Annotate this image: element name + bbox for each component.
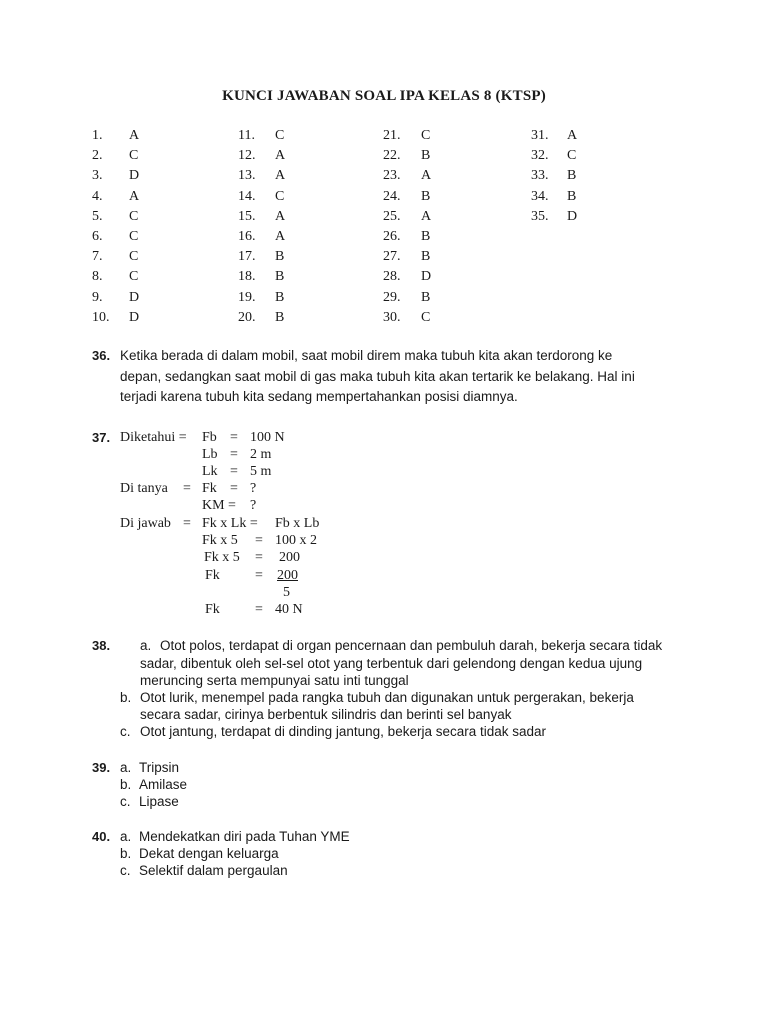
answer-key-letter: C [567,148,577,163]
answer-key-letter: B [421,229,431,244]
answer-key-number: 28. [383,269,401,284]
item-label: c. [120,794,131,809]
answer-key-letter: C [129,249,139,264]
step-4-left: Fk [205,568,220,583]
answer-key-letter: A [421,209,432,224]
answer-key-number: 11. [238,128,255,143]
answer-line: sadar, dibentuk oleh sel-sel otot yang terbentuk dari gelendong dengan kedua ujung [140,656,643,671]
answer-key-number: 19. [238,290,256,305]
item-label: b. [120,690,132,705]
var-km: KM = [202,498,236,513]
answer-key-number: 34. [531,189,549,204]
equals: = [255,602,263,617]
answer-key-number: 14. [238,189,256,204]
answer-key-number: 2. [92,148,103,163]
answer-key-number: 22. [383,148,401,163]
answer-key-number: 35. [531,209,549,224]
answer-key-letter: C [275,189,285,204]
answer-key-letter: A [275,209,286,224]
equals: = [255,550,263,565]
question-number: 36. [92,348,111,363]
equals: = [230,447,238,462]
answer-line: Ketika berada di dalam mobil, saat mobil direm maka tubuh kita akan terdorong ke [120,348,613,363]
answer-key-letter: C [421,310,431,325]
answer-key-letter: B [567,189,577,204]
answer-item: Dekat dengan keluarga [139,846,279,861]
answer-key-number: 1. [92,128,103,143]
answer-key-number: 10. [92,310,110,325]
equals: = [230,481,238,496]
answer-key-letter: D [129,310,140,325]
answer-key-letter: B [421,148,431,163]
answer-key-letter: C [129,209,139,224]
step-5-left: Fk [205,602,220,617]
answer-key-letter: B [421,249,431,264]
fraction-numerator: 200 [277,568,298,583]
var-fb: Fb [202,430,217,445]
equals: = [255,568,263,583]
answer-key-number: 17. [238,249,256,264]
fraction-denominator: 5 [283,585,290,600]
answer-key-number: 20. [238,310,256,325]
value-fb: 100 N [250,430,285,445]
answer-key-letter: A [275,168,286,183]
answer-key-number: 6. [92,229,103,244]
answer-key-letter: B [421,290,431,305]
answer-key-letter: C [129,229,139,244]
answer-key-letter: B [275,249,285,264]
page-title: KUNCI JAWABAN SOAL IPA KELAS 8 (KTSP) [222,88,546,104]
question-number: 39. [92,760,111,775]
answer-key-letter: B [275,269,285,284]
answer-line: secara sadar, cirinya berbentuk silindris dan berinti sel banyak [140,707,512,722]
item-label: b. [120,846,132,861]
answer-key-letter: C [129,148,139,163]
answer-line: meruncing serta mempunyai satu inti tunggal [140,673,409,688]
answer-key-letter: A [421,168,432,183]
answer-key-number: 21. [383,128,401,143]
answer-key-number: 25. [383,209,401,224]
answer-key-number: 5. [92,209,103,224]
item-label: a. [120,760,132,775]
question-number: 37. [92,430,111,445]
item-label: b. [120,777,132,792]
equals: = [183,481,191,496]
answer-key-number: 29. [383,290,401,305]
answer-key-letter: A [129,128,140,143]
answer-line: depan, sedangkan saat mobil di gas maka tubuh kita akan tertarik ke belakang. Hal ini [120,369,635,384]
step-5-right: 40 N [275,602,303,617]
answer-line: terjadi karena tubuh kita sedang mempertahankan posisi diamnya. [120,389,518,404]
answer-line: Otot lurik, menempel pada rangka tubuh dan digunakan untuk pergerakan, bekerja [140,690,634,705]
answer-key-number: 15. [238,209,256,224]
answer-key-letter: C [129,269,139,284]
answer-key-letter: B [275,310,285,325]
answered-label: Di jawab [120,516,171,531]
value-fk: ? [250,481,257,496]
asked-label: Di tanya [120,481,168,496]
equals: = [255,533,263,548]
step-3-left: Fk x 5 [204,550,240,565]
question-number: 40. [92,829,111,844]
step-1-right: Fb x Lb [275,516,320,531]
answer-key-number: 12. [238,148,256,163]
answer-key-number: 27. [383,249,401,264]
answer-key-letter: D [129,290,140,305]
answer-key-number: 30. [383,310,401,325]
answer-item: Amilase [139,777,188,792]
answer-key-number: 24. [383,189,401,204]
step-3-right: 200 [279,550,300,565]
answer-key-number: 18. [238,269,256,284]
equals: = [230,464,238,479]
item-label: c. [120,863,131,878]
var-lb: Lb [202,447,218,462]
answer-key-letter: B [567,168,577,183]
step-1-left: Fk x Lk = [202,516,258,531]
question-number: 38. [92,638,111,653]
answer-key-number: 4. [92,189,103,204]
answer-key-number: 33. [531,168,549,183]
equals: = [183,516,191,531]
answer-key-number: 16. [238,229,256,244]
answer-key-number: 23. [383,168,401,183]
answer-key-letter: C [421,128,431,143]
item-label: a. [120,829,132,844]
value-km: ? [250,498,257,513]
answer-line: Otot jantung, terdapat di dinding jantung, bekerja secara tidak sadar [140,724,547,739]
equals: = [230,430,238,445]
answer-item: Mendekatkan diri pada Tuhan YME [139,829,350,844]
answer-key-letter: B [275,290,285,305]
step-2-left: Fk x 5 [202,533,238,548]
answer-key-letter: A [275,229,286,244]
step-2-right: 100 x 2 [275,533,317,548]
answer-key-number: 8. [92,269,103,284]
item-label: a. [140,638,152,653]
known-label: Diketahui = [120,430,187,445]
answer-item: Tripsin [139,760,180,775]
answer-key-letter: C [275,128,285,143]
answer-item: Lipase [139,794,179,809]
var-fk: Fk [202,481,217,496]
answer-key-number: 31. [531,128,549,143]
answer-key-number: 13. [238,168,256,183]
answer-key-number: 7. [92,249,103,264]
answer-key-letter: D [129,168,140,183]
answer-key-number: 32. [531,148,549,163]
answer-key-letter: B [421,189,431,204]
answer-key-letter: D [567,209,578,224]
answer-key-number: 9. [92,290,103,305]
item-label: c. [120,724,131,739]
answer-key-letter: A [567,128,578,143]
answer-key-letter: D [421,269,432,284]
answer-key-number: 26. [383,229,401,244]
answer-key-letter: A [275,148,286,163]
value-lb: 2 m [250,447,272,462]
answer-line: Otot polos, terdapat di organ pencernaan dan pembuluh darah, bekerja secara tidak [160,638,663,653]
var-lk: Lk [202,464,218,479]
answer-item: Selektif dalam pergaulan [139,863,288,878]
answer-key-letter: A [129,189,140,204]
answer-key-number: 3. [92,168,103,183]
value-lk: 5 m [250,464,272,479]
